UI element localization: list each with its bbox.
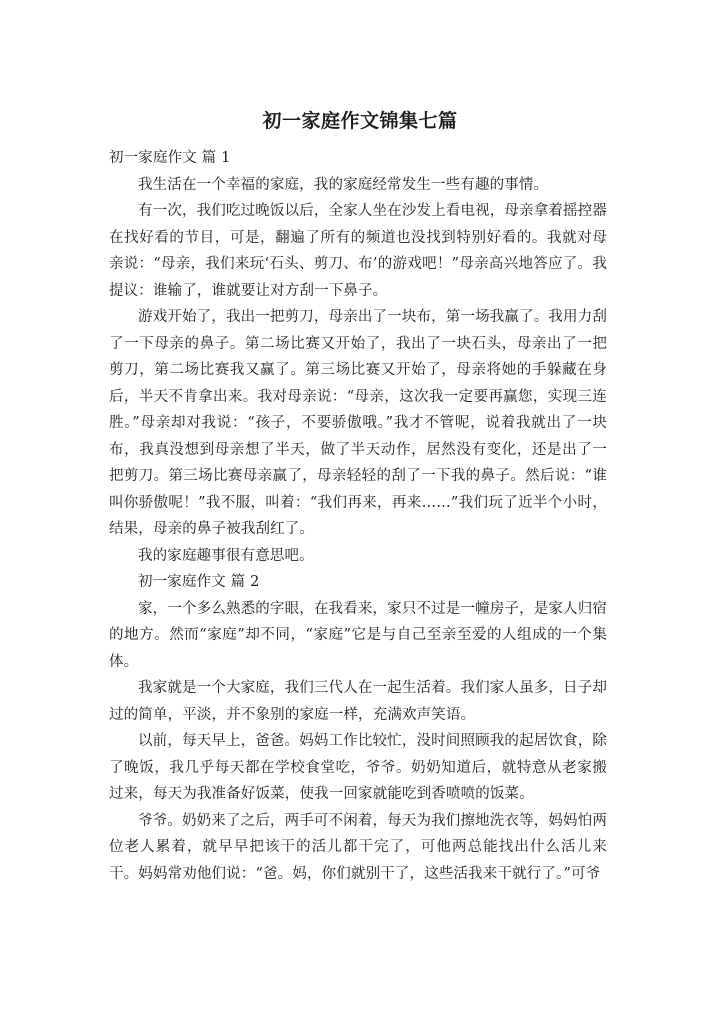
document-body <box>109 145 607 887</box>
paragraph: 以前，每天早上，爸爸。妈妈工作比较忙，没时间照顾我的起居饮食，除了晚饭，我几乎每天都在学校食堂吃，爷爷。奶奶知道后，就特意从老家搬过来，每天为我准备好饭菜，使我一回家就能吃到香喷喷的饭菜。 <box>109 733 607 802</box>
paragraph: 我家就是一个大家庭，我们三代人在一起生活着。我们家人虽多，日子却过的简单，平淡，并不象别的家庭一样，充满欢声笑语。 <box>109 680 607 723</box>
document-title: 初一家庭作文锦集七篇 <box>262 110 458 132</box>
section-heading-2: 初一家庭作文 篇 2 <box>138 574 260 590</box>
section-heading-1: 初一家庭作文 篇 1 <box>109 150 231 166</box>
paragraph: 我的家庭趣事很有意思吧。 <box>138 547 314 564</box>
paragraph: 爷爷。奶奶来了之后，两手可不闲着，每天为我们擦地洗衣等，妈妈怕两位老人累着，就早早把该干的活儿都干完了，可他两总能找出什么活儿来干。妈妈常劝他们说：“爸。妈，你们就别干了，这些活我来干就行了。”可爷 <box>109 812 607 882</box>
paragraph: 我生活在一个幸福的家庭，我的家庭经常发生一些有趣的事情。 <box>138 176 549 193</box>
paragraph: 有一次，我们吃过晚饭以后，全家人坐在沙发上看电视，母亲拿着摇控器在找好看的节目，可是，翻遍了所有的频道也没找到特别好看的。我就对母亲说：“母亲，我们来玩‘石头、剪刀、布’的游戏吧！”母亲高兴地答应了。我提议：谁输了，谁就要让对方刮一下鼻子。 <box>109 203 607 299</box>
paragraph: 家，一个多么熟悉的字眼，在我看来，家只不过是一幢房子，是家人归宿的地方。然而“家庭”却不同，“家庭”它是与自己至亲至爱的人组成的一个集体。 <box>109 600 607 670</box>
paragraph: 游戏开始了，我出一把剪刀，母亲出了一块布，第一场我赢了。我用力刮了一下母亲的鼻子。第二场比赛又开始了，我出了一块石头，母亲出了一把剪刀，第二场比赛我又赢了。第三场比赛又开始了，母亲将她的手躲藏在身后，半天不肯拿出来。我对母亲说：“母亲，这次我一定要再赢您，实现三连胜。”母亲却对我说：“孩子，不要骄傲哦。”我才不管呢，说着我就出了一块布，我真没想到母亲想了半天，做了半天动作，居然没有变化，还是出了一把剪刀。第三场比赛母亲赢了，母亲轻轻的刮了一下我的鼻子。然后说：“谁叫你骄傲呢！”我不服，叫着：“我们再来，再来……”我们玩了近半个小时，结果，母亲的鼻子被我刮红了。 <box>109 309 607 537</box>
